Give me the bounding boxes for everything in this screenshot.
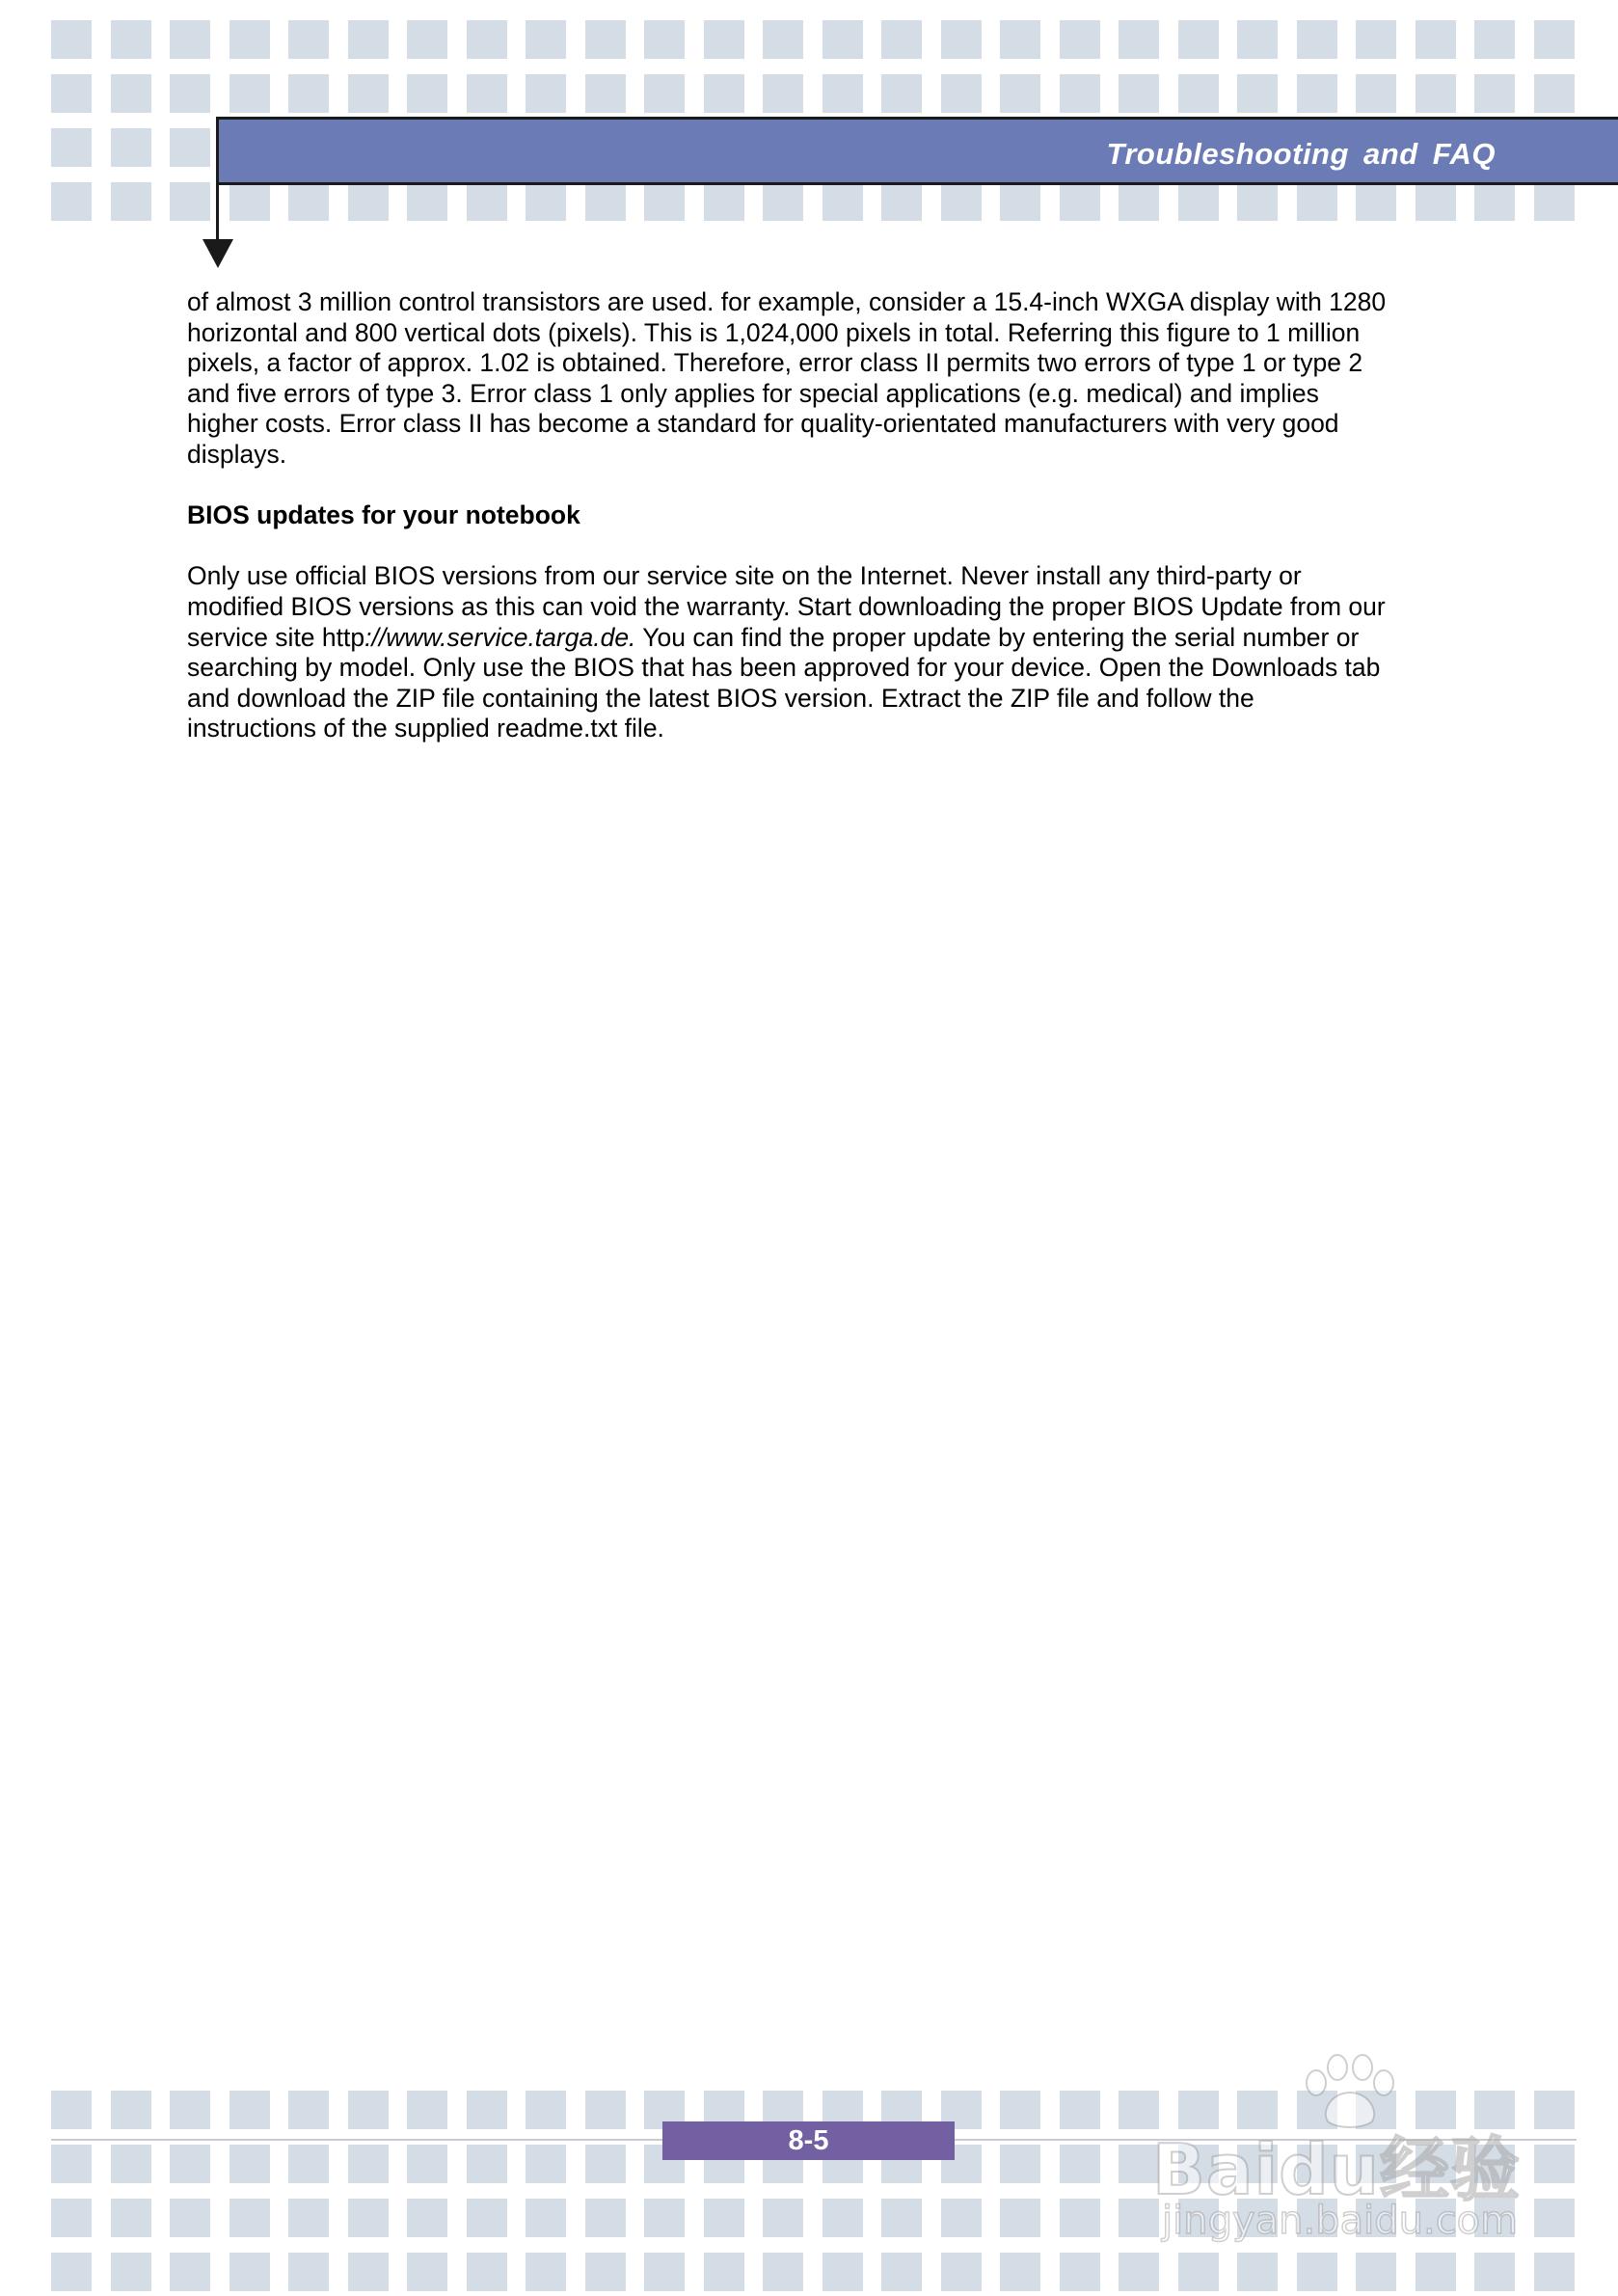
text-line: modified BIOS versions as this can void the warranty. Start downloading the proper BIOS Update from our <box>187 591 1386 621</box>
decorative-tile <box>229 2145 270 2183</box>
decorative-tile <box>1000 2091 1040 2129</box>
text-line: searching by model. Only use the BIOS that has been approved for your device. Open the Downloads tab <box>187 653 1381 683</box>
decorative-tile <box>467 20 507 59</box>
decorative-tile <box>170 2199 210 2237</box>
decorative-tile <box>288 182 329 221</box>
decorative-tile <box>1000 2199 1040 2237</box>
decorative-tile <box>467 74 507 113</box>
decorative-tile <box>229 20 270 59</box>
decorative-tile <box>111 2253 151 2291</box>
text-line: instructions of the supplied readme.txt file. <box>187 714 664 743</box>
decorative-tile <box>1356 2199 1396 2237</box>
decorative-tile <box>348 74 389 113</box>
decorative-tile <box>229 2199 270 2237</box>
decorative-tile <box>585 2091 626 2129</box>
decorative-tile <box>1237 2091 1278 2129</box>
decorative-tile <box>881 20 922 59</box>
decorative-tile <box>763 20 803 59</box>
decorative-tile <box>111 182 151 221</box>
header-arrow-icon <box>202 239 233 268</box>
decorative-tile <box>229 74 270 113</box>
chapter-title: Troubleshooting and FAQ <box>1106 137 1496 171</box>
decorative-tile <box>1237 20 1278 59</box>
decorative-tile <box>1178 182 1219 221</box>
text-line: horizontal and 800 vertical dots (pixels). This is 1,024,000 pixels in total. Referring this figure to 1 million <box>187 317 1361 347</box>
decorative-tile <box>1119 2145 1159 2183</box>
decorative-tile <box>644 20 685 59</box>
decorative-tile <box>111 2199 151 2237</box>
decorative-tile <box>1534 20 1575 59</box>
decorative-tile <box>1119 2253 1159 2291</box>
decorative-tile <box>1534 2253 1575 2291</box>
decorative-tile <box>1060 2199 1100 2237</box>
decorative-tile <box>704 2253 744 2291</box>
decorative-tile <box>170 128 210 167</box>
decorative-tile <box>1178 2199 1219 2237</box>
decorative-tile <box>1416 2199 1456 2237</box>
decorative-tile <box>1237 2145 1278 2183</box>
decorative-tile <box>763 2199 803 2237</box>
decorative-tile <box>644 182 685 221</box>
decorative-tile <box>111 20 151 59</box>
service-site-link[interactable]: ://www.service.targa.de. <box>364 622 636 652</box>
decorative-tile <box>704 74 744 113</box>
decorative-tile <box>467 2253 507 2291</box>
decorative-tile <box>941 182 982 221</box>
decorative-tile <box>1237 74 1278 113</box>
decorative-tile <box>1119 2091 1159 2129</box>
decorative-tile <box>348 182 389 221</box>
decorative-tile <box>881 2253 922 2291</box>
watermark-url-text: jingyan.baidu.com <box>1162 2199 1519 2243</box>
decorative-tile <box>1178 2145 1219 2183</box>
decorative-tile <box>1060 182 1100 221</box>
decorative-tile <box>111 2091 151 2129</box>
decorative-tile <box>1416 182 1456 221</box>
decorative-tile <box>1356 74 1396 113</box>
decorative-tile <box>111 128 151 167</box>
decorative-tile <box>1119 182 1159 221</box>
decorative-tile <box>941 2253 982 2291</box>
text-line: higher costs. Error class II has become a standard for quality-orientated manufacturers with very good <box>187 409 1339 439</box>
decorative-tile <box>229 182 270 221</box>
decorative-tile <box>51 2199 92 2237</box>
decorative-tile <box>526 182 566 221</box>
decorative-tile <box>941 2199 982 2237</box>
decorative-tile <box>1119 20 1159 59</box>
decorative-tile <box>526 2145 566 2183</box>
decorative-tile <box>407 2145 447 2183</box>
decorative-tile <box>1119 2199 1159 2237</box>
decorative-tile <box>170 2145 210 2183</box>
decorative-tile <box>1474 20 1515 59</box>
decorative-tile <box>1237 2199 1278 2237</box>
text-line: and download the ZIP file containing the latest BIOS version. Extract the ZIP file and follow the <box>187 683 1254 713</box>
decorative-tile <box>348 2091 389 2129</box>
decorative-tile <box>229 2253 270 2291</box>
paragraph-bios-updates <box>187 561 1460 744</box>
decorative-tile <box>407 20 447 59</box>
page-content <box>187 287 1460 775</box>
decorative-tile <box>1356 182 1396 221</box>
decorative-tile <box>1000 2253 1040 2291</box>
decorative-tile <box>407 182 447 221</box>
decorative-tile <box>1474 182 1515 221</box>
decorative-tile <box>467 2091 507 2129</box>
decorative-tile <box>763 74 803 113</box>
decorative-tile <box>288 74 329 113</box>
text-line <box>187 623 1460 654</box>
decorative-tile <box>822 182 863 221</box>
decorative-tile <box>881 74 922 113</box>
decorative-tile <box>822 74 863 113</box>
decorative-tile <box>1474 74 1515 113</box>
decorative-tile <box>407 74 447 113</box>
decorative-tile <box>1178 74 1219 113</box>
decorative-tile <box>348 2145 389 2183</box>
decorative-tile <box>1416 20 1456 59</box>
decorative-tile <box>644 2253 685 2291</box>
decorative-tile <box>51 128 92 167</box>
decorative-tile <box>1297 182 1337 221</box>
decorative-tile <box>1356 2253 1396 2291</box>
decorative-tile <box>1237 182 1278 221</box>
decorative-tile <box>1119 74 1159 113</box>
decorative-tile <box>407 2091 447 2129</box>
decorative-tile <box>763 182 803 221</box>
decorative-tile <box>51 182 92 221</box>
decorative-tile <box>526 20 566 59</box>
decorative-tile <box>526 2091 566 2129</box>
decorative-tile <box>51 2091 92 2129</box>
decorative-tile <box>1297 2091 1337 2129</box>
decorative-tile <box>585 74 626 113</box>
decorative-tile <box>229 2091 270 2129</box>
decorative-tile <box>881 182 922 221</box>
decorative-tile <box>467 2145 507 2183</box>
decorative-tile <box>1416 2091 1456 2129</box>
decorative-tile <box>170 2253 210 2291</box>
decorative-tile <box>1060 20 1100 59</box>
decorative-tile <box>1297 2199 1337 2237</box>
decorative-tile <box>704 182 744 221</box>
decorative-tile <box>1000 182 1040 221</box>
decorative-tile <box>1474 2145 1515 2183</box>
decorative-tile <box>822 2253 863 2291</box>
decorative-tile <box>51 2253 92 2291</box>
decorative-tile <box>1000 74 1040 113</box>
decorative-tile <box>1416 2253 1456 2291</box>
decorative-tile <box>704 2199 744 2237</box>
decorative-tile <box>1297 2253 1337 2291</box>
decorative-tile <box>822 20 863 59</box>
decorative-tile <box>1000 20 1040 59</box>
decorative-tile <box>1356 20 1396 59</box>
decorative-tile <box>170 74 210 113</box>
header-band <box>216 117 1618 185</box>
text-segment: service site http <box>187 622 365 652</box>
decorative-tile <box>644 2199 685 2237</box>
decorative-tile <box>1534 2145 1575 2183</box>
decorative-tile <box>526 2199 566 2237</box>
decorative-tile <box>1060 2253 1100 2291</box>
decorative-tile <box>644 74 685 113</box>
decorative-tile <box>822 2199 863 2237</box>
decorative-tile <box>1416 74 1456 113</box>
decorative-tile <box>348 2253 389 2291</box>
decorative-tile <box>881 2199 922 2237</box>
decorative-tile <box>1474 2091 1515 2129</box>
decorative-tile <box>941 20 982 59</box>
decorative-tile <box>526 74 566 113</box>
text-line: displays. <box>187 439 287 469</box>
decorative-tile <box>585 2199 626 2237</box>
decorative-tile <box>1178 2253 1219 2291</box>
decorative-tile <box>1534 2091 1575 2129</box>
text-line: of almost 3 million control transistors are used. for example, consider a 15.4-inch WXGA display with 1280 <box>187 287 1387 316</box>
decorative-tile <box>288 20 329 59</box>
decorative-tile <box>51 74 92 113</box>
decorative-tile <box>1297 74 1337 113</box>
decorative-tile <box>1356 2145 1396 2183</box>
decorative-tile <box>1534 74 1575 113</box>
decorative-tile <box>1534 182 1575 221</box>
text-line: Only use official BIOS versions from our service site on the Internet. Never install any third-party or <box>187 561 1302 591</box>
decorative-tile <box>348 20 389 59</box>
paragraph-lcd-error-classes <box>187 287 1460 471</box>
decorative-tile <box>1474 2199 1515 2237</box>
decorative-tile <box>467 2199 507 2237</box>
decorative-tile <box>170 2091 210 2129</box>
decorative-tile <box>288 2091 329 2129</box>
decorative-tile <box>407 2253 447 2291</box>
decorative-tile <box>288 2253 329 2291</box>
decorative-tile <box>288 2199 329 2237</box>
decorative-tile <box>1237 2253 1278 2291</box>
decorative-tile <box>348 2199 389 2237</box>
section-heading-bios-updates: BIOS updates for your notebook <box>187 500 580 530</box>
decorative-tile <box>51 20 92 59</box>
decorative-tile <box>585 2253 626 2291</box>
decorative-tile <box>407 2199 447 2237</box>
decorative-tile <box>1060 2091 1100 2129</box>
decorative-tile <box>1178 20 1219 59</box>
decorative-tile <box>585 20 626 59</box>
decorative-tile <box>526 2253 566 2291</box>
decorative-tile <box>170 20 210 59</box>
decorative-tile <box>585 2145 626 2183</box>
decorative-tile <box>1356 2091 1396 2129</box>
decorative-tile <box>763 2253 803 2291</box>
decorative-tile <box>1534 2199 1575 2237</box>
decorative-tile <box>111 2145 151 2183</box>
decorative-tile <box>1416 2145 1456 2183</box>
watermark-main-text: Baidu经验 <box>1152 2129 1521 2210</box>
page-number: 8-5 <box>662 2121 955 2160</box>
decorative-tile <box>1178 2091 1219 2129</box>
decorative-tile <box>1297 2145 1337 2183</box>
decorative-tile <box>1060 2145 1100 2183</box>
decorative-tile <box>1474 2253 1515 2291</box>
text-line: and five errors of type 3. Error class 1 only applies for special applications (e.g. medical) and implies <box>187 378 1319 408</box>
decorative-tile <box>288 2145 329 2183</box>
decorative-tile <box>51 2145 92 2183</box>
decorative-tile <box>170 182 210 221</box>
text-segment: You can find the proper update by entering the serial number or <box>635 622 1360 652</box>
text-line: pixels, a factor of approx. 1.02 is obtained. Therefore, error class II permits two errors of type 1 or type 2 <box>187 348 1363 378</box>
decorative-tile <box>1000 2145 1040 2183</box>
header-arrow-line <box>216 117 219 242</box>
decorative-tile <box>704 20 744 59</box>
decorative-tile <box>111 74 151 113</box>
decorative-tile <box>585 182 626 221</box>
decorative-tile <box>1060 74 1100 113</box>
decorative-tile <box>941 74 982 113</box>
decorative-tile <box>467 182 507 221</box>
decorative-tile <box>1297 20 1337 59</box>
